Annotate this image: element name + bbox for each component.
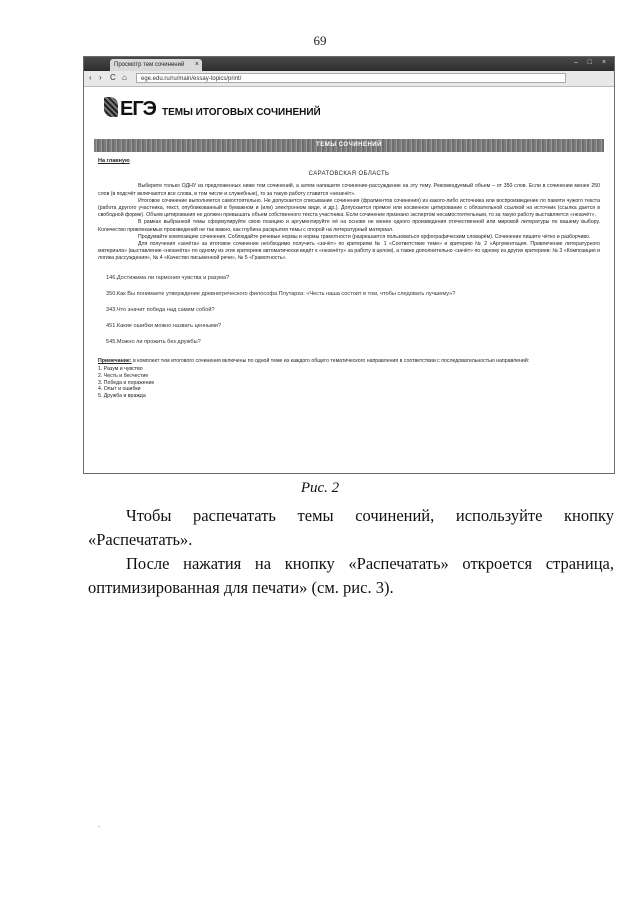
body-paragraph: Чтобы распечатать темы сочинений, используйте кнопку «Распечатать». bbox=[88, 506, 614, 549]
direction-item: 5. Дружба и вражда bbox=[98, 392, 146, 399]
web-page bbox=[84, 87, 614, 473]
topic-item[interactable]: 343.Что значит победа над самим собой? bbox=[106, 307, 215, 314]
browser-nav-bar bbox=[84, 71, 614, 87]
browser-tab[interactable] bbox=[110, 59, 202, 71]
close-icon[interactable]: × bbox=[194, 61, 199, 68]
topic-item[interactable]: 350.Как Вы понимаете утверждение древнегреческого философа Плутарха: «Честь наша состоит в том, чтобы следовать лучшему»? bbox=[106, 290, 456, 297]
url-bar[interactable]: ege.edu.ru/ru/main/essay-topics/print/ bbox=[136, 73, 566, 83]
back-to-main-link[interactable]: На главную bbox=[98, 158, 130, 164]
site-title: ТЕМЫ ИТОГОВЫХ СОЧИНЕНИЙ bbox=[162, 107, 321, 118]
direction-item: 3. Победа и поражение bbox=[98, 379, 155, 386]
topic-item[interactable]: 146.Достижима ли гармония чувства и разума? bbox=[106, 274, 230, 281]
figure-caption: Рис. 2 bbox=[300, 480, 340, 496]
back-arrow-icon[interactable]: ‹ bbox=[89, 73, 92, 82]
direction-item: 2. Честь и бесчестие bbox=[98, 373, 149, 380]
topic-item[interactable]: 545.Можно ли прожить без дружбы? bbox=[106, 339, 201, 346]
page-number: 69 bbox=[313, 33, 327, 48]
site-header bbox=[84, 87, 614, 139]
note-text: в комплект тем итогового сочинения включены по одной теме из каждого общего тематического направления в соответствии с последовательностью направлений: bbox=[131, 357, 530, 364]
home-icon[interactable]: ⌂ bbox=[122, 73, 127, 82]
note bbox=[98, 358, 600, 400]
forward-arrow-icon[interactable]: › bbox=[99, 73, 102, 82]
directions-list bbox=[98, 366, 600, 399]
browser-tab-bar bbox=[84, 57, 614, 71]
reload-icon[interactable]: C bbox=[110, 73, 116, 82]
instruction-paragraph: Для получения «зачёта» за итоговое сочинение необходимо получить «зачёт» по критериям № 1 «Соответствие теме» и критерию № 2 «Аргументация. Привлечение литературного материала» (выставление «незачёта» по одному из этих критериев автоматически ведёт к «незачёту» за работу в целом), а также дополнительно «зачёт» по одному из других критериев: № 3 «Композиция и логика рассуждения», № 4 «Качество письменной речи», № 5 «Грамотность». bbox=[98, 241, 600, 262]
direction-item: 4. Опыт и ошибки bbox=[98, 386, 141, 393]
note-title: Примечание: bbox=[98, 357, 132, 364]
instruction-paragraph: Продумайте композицию сочинения. Соблюдайте речевые нормы и нормы грамотности (разрешается пользоваться орфографическим словарём). Сочинение пишите чётко и разборчиво. bbox=[138, 233, 591, 240]
tab-title: Просмотр тем сочинений bbox=[114, 62, 185, 68]
scan-mark: . bbox=[98, 820, 100, 829]
browser-screenshot bbox=[83, 56, 615, 474]
instruction-paragraph: Итоговое сочинение выполняется самостоятельно. Не допускается списывание сочинения (фрагментов сочинения) из какого-либо источника или воспроизведение по памяти чужого текста (работа другого участника, текст, опубликованный в бумажном и (или) электронном виде, и др.). Допускается прямое или косвенное цитирование с обязательной ссылкой на источник (ссылка дается в свободной форме). Объем цитирования не должен превышать объем собственного текста участника. Если сочинение признано экспертом несамостоятельным, то за такую работу выставляется «незачёт». bbox=[98, 197, 600, 219]
region-title: САРАТОВСКАЯ ОБЛАСТЬ bbox=[308, 171, 390, 178]
window-controls[interactable]: – □ × bbox=[573, 59, 610, 66]
topic-list bbox=[98, 275, 600, 347]
direction-item: 1. Разум и чувство bbox=[98, 366, 143, 373]
ege-logo[interactable] bbox=[104, 97, 156, 121]
body-text bbox=[88, 504, 614, 600]
section-banner: ТЕМЫ СОЧИНЕНИЙ bbox=[94, 139, 604, 152]
instruction-paragraph: Выберите только ОДНУ из предложенных ниже тем сочинений, а затем напишите сочинение-рассуждение на эту тему. Рекомендуемый объем – от 350 слов. Если в сочинении менее 250 слов (в подсчёт включаются все слова, в том числе и служебные), то за такую работу ставится «незачёт». bbox=[98, 183, 600, 197]
logo-icon bbox=[104, 97, 118, 117]
body-paragraph: После нажатия на кнопку «Распечатать» откроется страница, оптимизированная для печати» (см. рис. 3). bbox=[88, 554, 614, 597]
logo-text: ЕГЭ bbox=[120, 98, 156, 120]
instruction-paragraph: В рамках выбранной темы сформулируйте свою позицию и аргументируйте её на основе не менее одного произведения отечественной или мировой литературы по вашему выбору. Количество привлекаемых произведений не так важно, как глубина раскрытия темы с опорой на литературный материал. bbox=[98, 219, 600, 233]
page-content bbox=[84, 152, 614, 399]
topic-item[interactable]: 451.Какие ошибки можно назвать ценными? bbox=[106, 323, 222, 330]
